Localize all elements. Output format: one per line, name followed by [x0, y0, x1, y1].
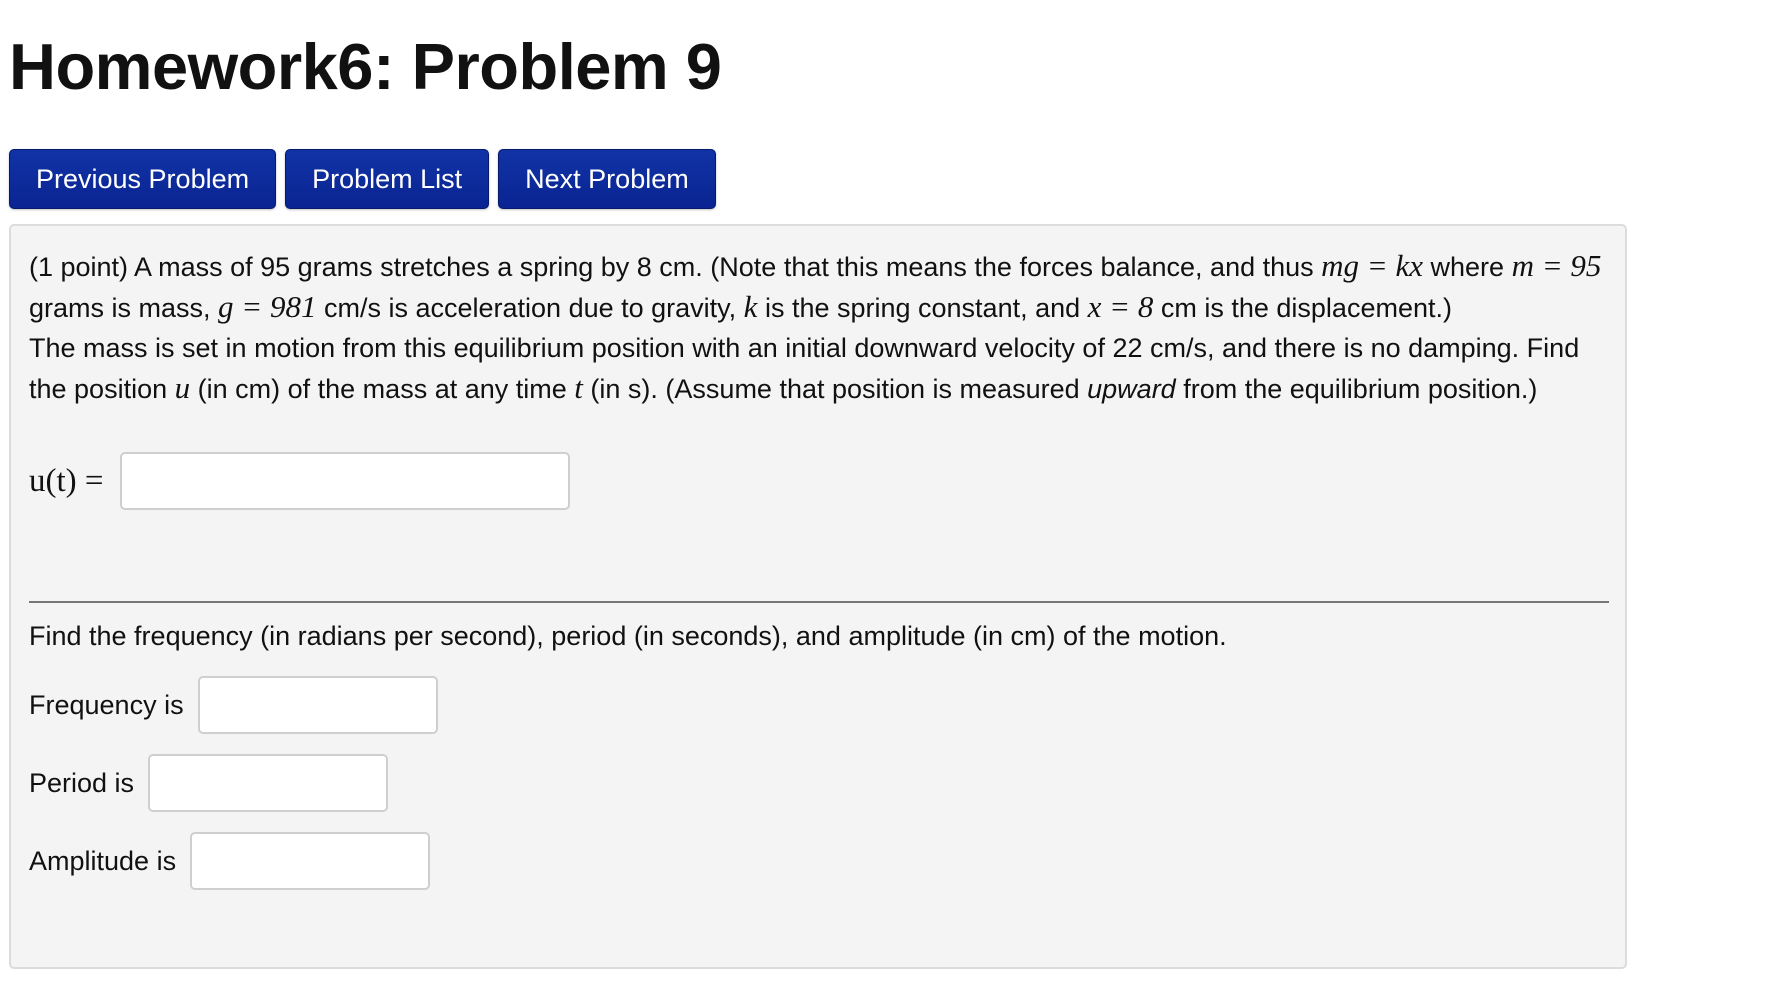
statement-text: cm is the displacement.): [1160, 293, 1452, 323]
section-divider: [29, 601, 1609, 603]
period-input[interactable]: [148, 754, 388, 812]
question-text: (in cm) of the mass at any time: [197, 374, 567, 404]
statement-text: grams is mass,: [29, 293, 211, 323]
variable-u: u: [174, 370, 191, 405]
amplitude-input[interactable]: [190, 832, 430, 890]
next-problem-button[interactable]: Next Problem: [498, 149, 716, 209]
part2-text: Find the frequency (in radians per second), period (in seconds), and amplitude (in cm) of the motion.: [29, 620, 1227, 651]
frequency-row: [29, 676, 438, 734]
statement-text: is the spring constant, and: [764, 293, 1081, 323]
equation-m: m = 95: [1511, 248, 1602, 283]
ut-answer-row: [29, 452, 570, 510]
amplitude-label: Amplitude is: [29, 845, 177, 876]
ut-answer-input[interactable]: [120, 452, 570, 510]
amplitude-row: [29, 832, 430, 890]
part2-text-row: [29, 618, 1227, 654]
previous-problem-button[interactable]: Previous Problem: [9, 149, 276, 209]
problem-question: [29, 328, 1619, 409]
equation-mg-kx: mg = kx: [1321, 248, 1423, 283]
variable-t: t: [574, 370, 583, 405]
equation-x: x = 8: [1087, 289, 1154, 324]
ut-label: u(t) =: [29, 462, 104, 499]
question-text: (in s). (Assume that position is measured: [590, 374, 1080, 404]
frequency-input[interactable]: [198, 676, 438, 734]
equation-g: g = 981: [218, 289, 317, 324]
emphasis-upward: upward: [1087, 374, 1176, 404]
period-label: Period is: [29, 767, 135, 798]
statement-text: (1 point) A mass of 95 grams stretches a spring by 8 cm. (Note that this means the forces balance, and thus: [29, 252, 1314, 282]
statement-text: where: [1430, 252, 1505, 282]
problem-box: [9, 224, 1627, 969]
problem-list-button[interactable]: Problem List: [285, 149, 489, 209]
question-text: from the equilibrium position.): [1183, 374, 1538, 404]
variable-k: k: [743, 289, 758, 324]
problem-statement: [29, 246, 1619, 328]
page-title: Homework6: Problem 9: [9, 30, 722, 103]
statement-text: cm/s is acceleration due to gravity,: [323, 293, 737, 323]
problem-text: [29, 246, 1619, 409]
problem-nav: [9, 149, 716, 209]
period-row: [29, 754, 388, 812]
question-text: The mass is set in motion from this equilibrium position with an initial downward velocity of 22 cm/s, and there is no damping. Find the position: [29, 333, 1580, 404]
frequency-label: Frequency is: [29, 689, 184, 720]
